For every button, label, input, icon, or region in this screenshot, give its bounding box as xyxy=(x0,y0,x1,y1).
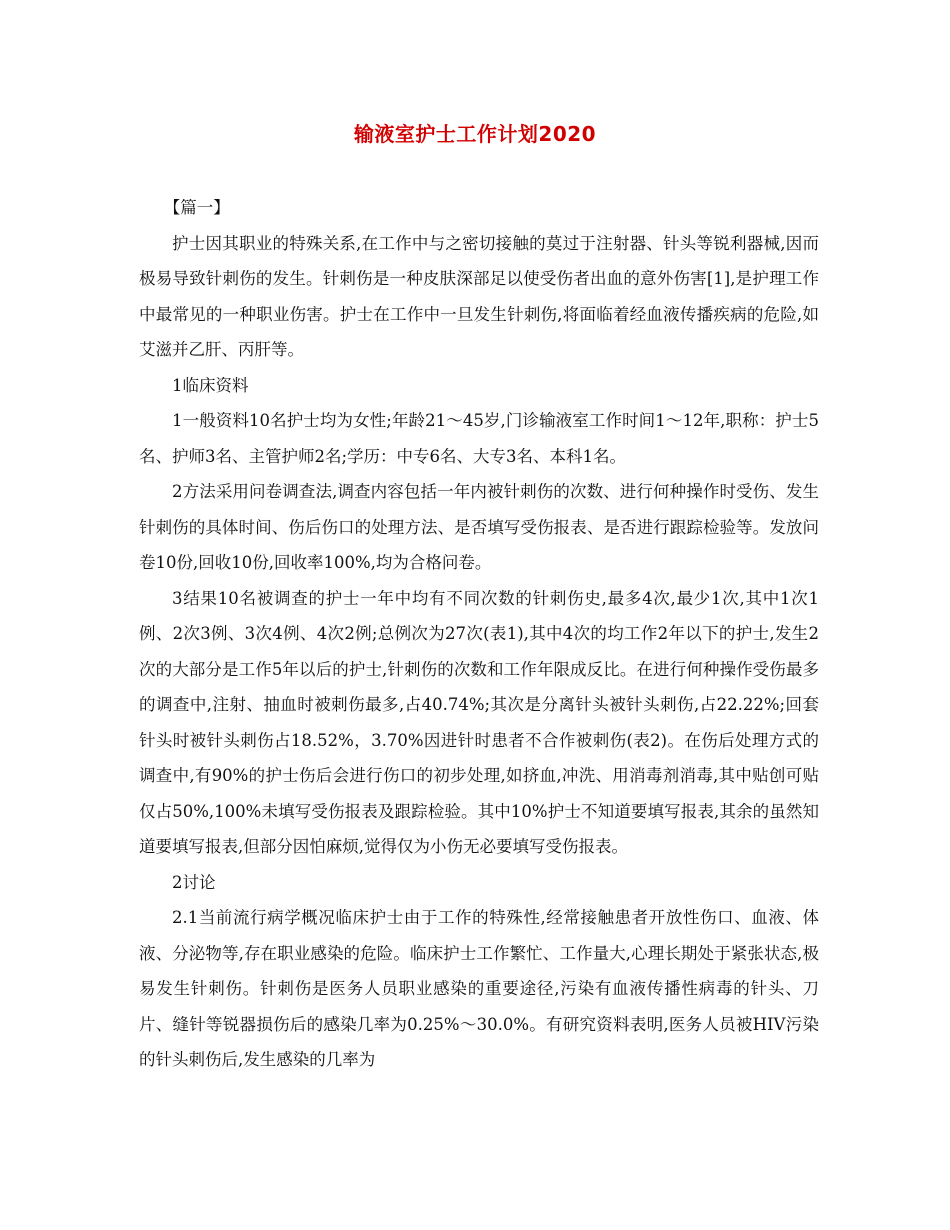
document-title: 输液室护士工作计划2020 xyxy=(353,122,597,146)
section-heading: 1临床资料 xyxy=(172,375,249,395)
section-label: 【篇一】 xyxy=(163,198,230,217)
body-paragraph: 护士因其职业的特殊关系,在工作中与之密切接触的莫过于注射器、针头等锐利器械,因而极易导致针刺伤的发生。针刺伤是一种皮肤深部足以使受伤者出血的意外伤害[1],是护理工作中最常见的一种职业伤害。护士在工作中一旦发生针刺伤,将面临着经血液传播疾病的危险,如艾滋并乙肝、丙肝等。 xyxy=(139,233,819,359)
document-body xyxy=(139,190,819,1078)
body-paragraph: 1一般资料10名护士均为女性;年龄21～45岁,门诊输液室工作时间1～12年,职称：护士5名、护师3名、主管护师2名;学历：中专6名、大专3名、本科1名。 xyxy=(139,411,819,466)
body-paragraph: 2方法采用问卷调查法,调查内容包括一年内被针刺伤的次数、进行何种操作时受伤、发生针刺伤的具体时间、伤后伤口的处理方法、是否填写受伤报表、是否进行跟踪检验等。发放问卷10份,回收10份,回收率100%,均为合格问卷。 xyxy=(139,482,819,572)
section-heading: 2讨论 xyxy=(172,872,216,892)
body-paragraph: 2.1当前流行病学概况临床护士由于工作的特殊性,经常接触患者开放性伤口、血液、体液、分泌物等,存在职业感染的危险。临床护士工作繁忙、工作量大,心理长期处于紧张状态,极易发生针刺伤。针刺伤是医务人员职业感染的重要途径,污染有血液传播性病毒的针头、刀片、缝针等锐器损伤后的感染几率为0.25%～30.0%。有研究资料表明,医务人员被HIV污染的针头刺伤后,发生感染的几率为 xyxy=(139,908,819,1069)
body-paragraph: 3结果10名被调查的护士一年中均有不同次数的针刺伤史,最多4次,最少1次,其中1次1例、2次3例、3次4例、4次2例;总例次为27次(表1),其中4次的均工作2年以下的护士,发生2次的大部分是工作5年以后的护士,针刺伤的次数和工作年限成反比。在进行何种操作受伤最多的调查中,注射、抽血时被刺伤最多,占40.74%;其次是分离针头被针头刺伤,占22.22%;回套针头时被针头刺伤占18.52%，3.70%因进针时患者不合作被刺伤(表2)。在伤后处理方式的调查中,有90%的护士伤后会进行伤口的初步处理,如挤血,冲洗、用消毒剂消毒,其中贴创可贴仅占50%,100%未填写受伤报表及跟踪检验。其中10%护士不知道要填写报表,其余的虽然知道要填写报表,但部分因怕麻烦,觉得仅为小伤无必要填写受伤报表。 xyxy=(139,588,819,856)
